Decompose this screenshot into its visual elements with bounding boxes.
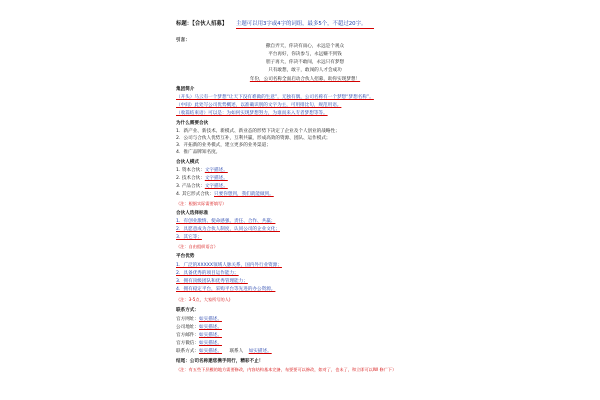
- intro-heading: 引言：: [176, 38, 190, 43]
- platform-item: 2．具备优秀的项目运作能力；: [176, 271, 239, 276]
- platform-heading: 平台优势: [176, 254, 195, 259]
- contact-item: [176, 341, 222, 347]
- mode-item-value: 只要你想到，我们就能做到。: [214, 192, 274, 197]
- ending-label: 结尾：: [176, 359, 190, 364]
- contact-item-value: 如实描述。: [198, 333, 222, 338]
- mode-item-value: 文字描述。: [204, 168, 228, 173]
- group-heading: 集团简介: [176, 87, 195, 92]
- contact-item-label: 公司地址：: [176, 325, 199, 330]
- intro-line: 撒自弄天，你决有雨心，永远是个观众: [265, 44, 345, 49]
- mode-heading: 合伙人模式: [176, 160, 199, 165]
- mode-note: （注：根据实际需要填写）: [176, 201, 227, 206]
- why-item: 1．新产业、新技术、新模式、新业态的形势下决定了企业及个人创业的战略性；: [176, 129, 340, 134]
- contact-person-label: 联系人: [229, 349, 244, 354]
- contact-item-label: 联系方式：: [176, 349, 199, 354]
- contact-item: [176, 333, 222, 339]
- mode-item-label: 4. 其它形式合伙：: [176, 192, 215, 197]
- mode-item: [176, 184, 228, 190]
- platform-item: 3．拥有顶级团队和优秀管理能力；: [176, 279, 248, 284]
- group-line-opening: （开头）马云有一个梦想“让天下没有难做的生意”，无独有偶，公司名称有一个梦想“梦想名称”。: [176, 95, 374, 100]
- mode-item: [176, 168, 228, 174]
- mode-item-label: 3. 产品合伙：: [176, 184, 205, 189]
- contact-item-value: 如实描述。: [198, 341, 222, 346]
- intro-line-highlight: 年份，公司名称全面启动合伙人招募，助你实现梦想！: [249, 77, 361, 82]
- ending-text: 公司名称邀您携手同行，精彩不止！: [189, 359, 264, 364]
- contact-item-label: 官方微信：: [176, 341, 199, 346]
- why-heading: 为什么需要合伙: [176, 121, 209, 126]
- title-underline: [236, 28, 374, 29]
- ending: [176, 359, 263, 365]
- why-item: 4．推广品牌知名度。: [176, 150, 221, 155]
- contact-person-value: 如实描述。: [248, 349, 272, 354]
- why-item: 2．公司与合伙人优势互补，互利共赢，形成高效的资源、团队、运作模式；: [176, 136, 331, 141]
- criteria-item: 2．具愿意成为合伙人制度，认同公司的企业文化；: [176, 227, 280, 232]
- platform-item: 1．广泛的XXXXX领域人脉关系，国内外行业资源；: [176, 263, 282, 268]
- criteria-item: 3．其它等；: [176, 235, 202, 240]
- contact-item-label: 官方网址：: [176, 317, 199, 322]
- contact-item-value: 如实描述。: [198, 349, 222, 354]
- mode-item-label: 2. 技术合伙：: [176, 176, 205, 181]
- platform-item: 4．拥有稳定平台，采购平台等先进的办公资源。: [176, 287, 276, 292]
- title-label: 标题：【合伙人招募】: [176, 21, 228, 27]
- contact-item-label: 官方邮件：: [176, 333, 199, 338]
- intro-line: 胆子再大，你决不敢闯，永远只有梦想: [265, 60, 345, 65]
- why-item: 3．开拓新的业务模式，建立更多的业务渠道；: [176, 143, 271, 148]
- title-hint: 主题可以用3字或4字的词组，最多5个，不超过20字。: [236, 21, 367, 27]
- contact-heading: 联系方式：: [176, 308, 199, 313]
- intro-line: 只有敢想，敢干，敢闯的人才会成功: [268, 68, 342, 73]
- criteria-note: （注：自由组织语言）: [176, 244, 218, 249]
- contact-item-value: 如实描述。: [198, 325, 222, 330]
- ending-note: （注：有五些下层模的地方需要修改，内容结构基本完备，布要要可以修改，如对了，也未了，和立即可以IW 修广下）: [176, 367, 397, 372]
- mode-item-label: 1. 资本合伙：: [176, 168, 205, 173]
- mode-item: [176, 176, 228, 182]
- mode-item-value: 文字描述。: [204, 176, 228, 181]
- contact-item: [176, 349, 272, 355]
- contact-item: [176, 317, 222, 323]
- criteria-item: 1．有创业激情、使命感强、责任、合作、共赢；: [176, 219, 276, 224]
- intro-line: 平台再好，你决参与，永远赚不到钱: [268, 52, 342, 57]
- mode-item: [176, 192, 274, 198]
- criteria-heading: 合伙人选择标准: [176, 211, 209, 216]
- platform-note: （注：3-5点，大家所写的人): [176, 297, 231, 302]
- group-line-middle: （中间）此处写公司优势概述，以准确识别的文字为主，可用排比句，规范用语。: [176, 103, 342, 108]
- contact-item: [176, 325, 222, 331]
- contact-item-value: 如实描述。: [198, 317, 222, 322]
- group-line-closing: （收篇结束语）可以是：为如何实现梦想努力，为谁而来入专者梦想等等。: [176, 111, 328, 116]
- mode-item-value: 文字描述。: [204, 184, 228, 189]
